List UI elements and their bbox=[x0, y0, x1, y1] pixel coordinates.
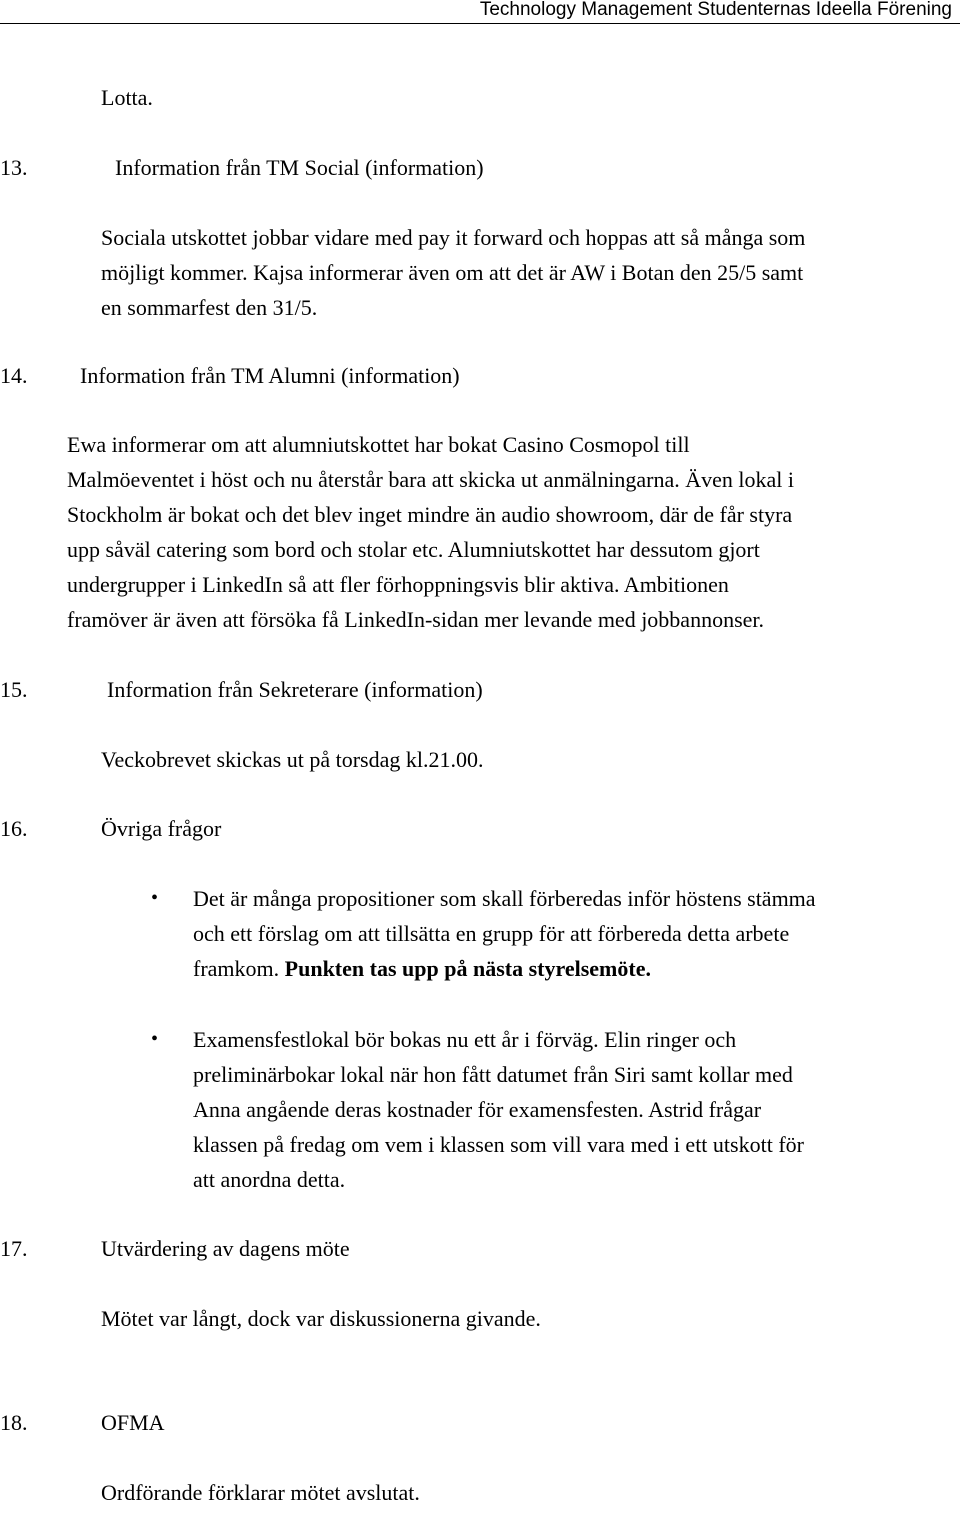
section-14-line: Malmöeventet i höst och nu återstår bara att skicka ut anmälningarna. Även lokal i bbox=[67, 467, 794, 492]
bullet-2-line: Examensfestlokal bör bokas nu ett år i förväg. Elin ringer och bbox=[193, 1027, 737, 1052]
carryover-text: Lotta. bbox=[101, 85, 153, 110]
section-13-line: möjligt kommer. Kajsa informerar även om att det är AW i Botan den 25/5 samt bbox=[101, 260, 804, 285]
section-14-line: Stockholm är bokat och det blev inget mindre än audio showroom, där de får styra bbox=[67, 502, 793, 527]
section-14-title: Information från TM Alumni (information) bbox=[80, 363, 460, 388]
section-17-number: 17. bbox=[0, 1236, 28, 1261]
bullet-1-text bbox=[193, 881, 816, 986]
section-17-body: Mötet var långt, dock var diskussionerna givande. bbox=[101, 1306, 541, 1331]
section-13-line: en sommarfest den 31/5. bbox=[101, 295, 318, 320]
section-16-number: 16. bbox=[0, 816, 28, 841]
bullet-1-line-plain: framkom. bbox=[193, 956, 285, 981]
section-14-line: upp såväl catering som bord och stolar etc. Alumniutskottet har dessutom gjort bbox=[67, 537, 760, 562]
section-14-line: undergrupper i LinkedIn så att fler förhoppningsvis blir aktiva. Ambitionen bbox=[67, 572, 729, 597]
section-18-body: Ordförande förklarar mötet avslutat. bbox=[101, 1480, 420, 1505]
bullet-2-line: Anna angående deras kostnader för examensfesten. Astrid frågar bbox=[193, 1097, 762, 1122]
section-15-title: Information från Sekreterare (information) bbox=[107, 677, 483, 702]
section-16-title: Övriga frågor bbox=[101, 816, 222, 841]
section-13-number: 13. bbox=[0, 155, 28, 180]
section-18-number: 18. bbox=[0, 1410, 28, 1435]
bullet-1-line: och ett förslag om att tillsätta en grupp för att förbereda detta arbete bbox=[193, 921, 790, 946]
section-14-body bbox=[67, 427, 794, 637]
section-15-number: 15. bbox=[0, 677, 28, 702]
document-header: Technology Management Studenternas Ideella Förening bbox=[479, 0, 952, 20]
section-15-body: Veckobrevet skickas ut på torsdag kl.21.00. bbox=[101, 747, 484, 772]
bullet-2-line: att anordna detta. bbox=[193, 1167, 346, 1192]
section-14-number: 14. bbox=[0, 363, 28, 388]
bullet-1-decision: Punkten tas upp på nästa styrelsemöte. bbox=[284, 956, 651, 981]
section-13-body bbox=[101, 220, 805, 325]
bullet-2-line: preliminärbokar lokal när hon fått datumet från Siri samt kollar med bbox=[193, 1062, 793, 1087]
bullet-2-line: klassen på fredag om vem i klassen som vill vara med i ett utskott för bbox=[193, 1132, 804, 1157]
bullet-1-marker: • bbox=[151, 887, 159, 909]
bullet-1-line bbox=[193, 951, 816, 986]
bullet-2-marker: • bbox=[151, 1028, 159, 1050]
bullet-2-text bbox=[193, 1022, 804, 1197]
section-14-line: Ewa informerar om att alumniutskottet har bokat Casino Cosmopol till bbox=[67, 432, 690, 457]
section-13-title: Information från TM Social (information) bbox=[115, 155, 484, 180]
section-13-line: Sociala utskottet jobbar vidare med pay it forward och hoppas att så många som bbox=[101, 225, 806, 250]
section-14-line: framöver är även att försöka få LinkedIn-sidan mer levande med jobbannonser. bbox=[67, 607, 765, 632]
bullet-1-line: Det är många propositioner som skall förberedas inför höstens stämma bbox=[193, 886, 816, 911]
section-18-title: OFMA bbox=[101, 1410, 165, 1435]
section-17-title: Utvärdering av dagens möte bbox=[101, 1236, 350, 1261]
header-divider bbox=[0, 23, 960, 24]
